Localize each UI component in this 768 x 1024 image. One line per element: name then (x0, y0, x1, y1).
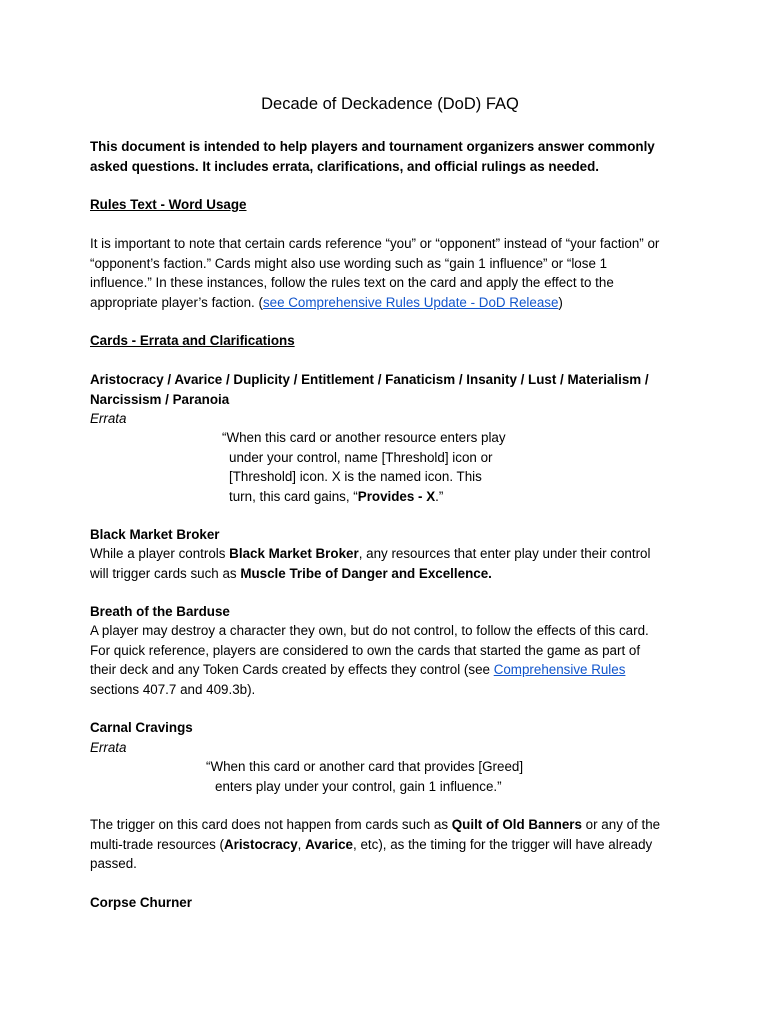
text-fragment: will trigger cards such as (90, 565, 241, 581)
card-name-corpse-churner: Corpse Churner (90, 895, 192, 910)
intro-line: This document is intended to help players and tournament organizers answer commonly (90, 139, 655, 154)
body-line (90, 660, 690, 680)
text-fragment: , (297, 836, 306, 852)
rules-text-fragment: ) (558, 294, 563, 310)
errata-quote (222, 428, 542, 506)
text-fragment: or any of the (581, 817, 661, 832)
body-line: For quick reference, players are considered to own the cards that started the game as part of (90, 642, 641, 658)
text-fragment: , any resources that enter play under their control (358, 546, 651, 561)
card-reference: Aristocracy (223, 836, 298, 852)
quote-line: “When this card or another resource enters play (222, 430, 506, 445)
quote-line: under your control, name [Threshold] icon or (229, 449, 493, 465)
rules-line: It is important to note that certain cards reference “you” or “opponent” instead of “your faction” or (90, 236, 660, 251)
card-name: Narcissism / Paranoia (90, 391, 230, 407)
body-line: sections 407.7 and 409.3b). (90, 681, 256, 697)
card-name-black-market-broker: Black Market Broker (90, 527, 220, 542)
card-reference: Quilt of Old Banners (451, 817, 582, 832)
intro-paragraph (90, 137, 690, 176)
body-line (90, 544, 690, 564)
card-name-carnal-cravings: Carnal Cravings (90, 720, 193, 735)
comprehensive-rules-update-link[interactable]: see Comprehensive Rules Update - DoD Release (262, 294, 559, 310)
body-line (90, 835, 690, 855)
text-fragment: The trigger on this card does not happen from cards such as (90, 817, 452, 832)
quote-line: [Threshold] icon. X is the named icon. This (229, 469, 482, 484)
card-reference: Black Market Broker (229, 546, 359, 561)
rules-line: “opponent’s faction.” Cards might also use wording such as “gain 1 influence” or “lose 1 (90, 255, 608, 271)
quote-bold: Provides - X (357, 488, 436, 504)
card-name: Aristocracy / Avarice / Duplicity / Entitlement / Fanaticism / Insanity / Lust / Materialism / (90, 372, 649, 387)
errata-tag: Errata (90, 740, 127, 755)
text-fragment: multi-trade resources ( (90, 836, 224, 852)
text-fragment: their deck and any Token Cards created by effects they control (see (90, 662, 494, 677)
comprehensive-rules-link[interactable]: Comprehensive Rules (493, 662, 626, 677)
intro-line: asked questions. It includes errata, clarifications, and official rulings as needed. (90, 158, 599, 174)
card-reference: Avarice (305, 836, 354, 852)
page-title: Decade of Deckadence (DoD) FAQ (261, 95, 519, 113)
cards-section-heading: Cards - Errata and Clarifications (90, 333, 295, 348)
rules-line (90, 293, 690, 313)
black-market-paragraph (90, 544, 690, 583)
errata-tag: Errata (90, 411, 127, 426)
rules-text-paragraph (90, 234, 690, 312)
quote-fragment: .” (435, 488, 444, 504)
rules-line: influence.” In these instances, follow the rules text on the card and apply the effect to the (90, 275, 614, 290)
text-fragment: , etc), as the timing for the trigger will have already (353, 836, 653, 852)
card-name-breath-of-the-barduse: Breath of the Barduse (90, 604, 230, 619)
carnal-paragraph (90, 815, 690, 874)
text-fragment: While a player controls (90, 546, 230, 561)
body-line: passed. (90, 856, 137, 871)
rules-text-heading: Rules Text - Word Usage (90, 197, 247, 212)
quote-line: “When this card or another card that provides [Greed] (206, 759, 524, 774)
rules-text-fragment: appropriate player’s faction. ( (90, 294, 263, 310)
quote-line (222, 487, 542, 507)
card-reference: Muscle Tribe of Danger and Excellence. (240, 565, 492, 581)
body-line (90, 815, 690, 835)
quote-line: enters play under your control, gain 1 influence.” (215, 778, 502, 794)
body-line: A player may destroy a character they own, but do not control, to follow the effects of this card. (90, 623, 649, 638)
errata-quote (206, 757, 566, 796)
body-line (90, 564, 690, 584)
quote-fragment: turn, this card gains, “ (229, 488, 358, 504)
card-entry-aristocracy (90, 370, 690, 409)
barduse-paragraph (90, 621, 690, 699)
